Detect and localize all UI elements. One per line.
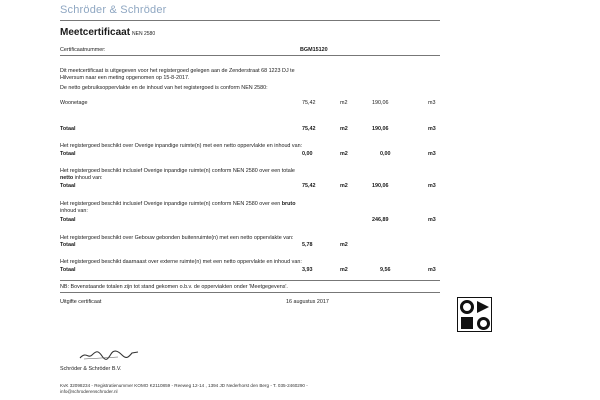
total-label: Totaal bbox=[60, 126, 76, 132]
row-area-unit: m2 bbox=[340, 100, 348, 106]
total-volume-unit: m3 bbox=[428, 217, 436, 223]
total-label: Totaal bbox=[60, 183, 76, 189]
section-description: Het registergoed beschikt over Gebouw gebonden buitenruimte(n) met een netto oppervlakte van: bbox=[60, 235, 294, 241]
total-volume-unit: m3 bbox=[428, 126, 436, 132]
title-text: Meetcertificaat bbox=[60, 27, 131, 38]
cert-number-label: Certificaatnummer: bbox=[60, 47, 106, 53]
description-text: Het registergoed beschikt inclusief Overige inpandige ruimte(n) conform NEN 2580 over een bbox=[60, 201, 282, 207]
total-label: Totaal bbox=[60, 242, 76, 248]
total-area: 0,00 bbox=[302, 151, 313, 157]
total-label: Totaal bbox=[60, 151, 76, 157]
footer-line: KvK 32098234 - Registratienummer KOMO K2110859 - Reeweg 12-14 , 1394 JD Nederhorst den Berg - T. 035-2460290 - bbox=[60, 383, 308, 388]
row-volume-unit: m3 bbox=[428, 100, 436, 106]
logo-ring bbox=[477, 317, 490, 330]
section-description bbox=[60, 175, 103, 182]
total-volume: 190,06 bbox=[372, 126, 389, 132]
total-volume: 9,56 bbox=[380, 267, 391, 273]
intro-line: De netto gebruiksoppervlakte en de inhoud van het registergoed is conform NEN 2580: bbox=[60, 85, 268, 91]
logo-square bbox=[461, 317, 473, 329]
divider bbox=[60, 280, 440, 281]
title-norm: NEN 2580 bbox=[132, 31, 156, 37]
intro-line: Hilversum naar een meting opgenomen op 15-8-2017. bbox=[60, 75, 190, 81]
note: NB: Bovenstaande totalen zijn tot stand gekomen o.b.v. de opperviakten onder 'Meetgegevens'. bbox=[60, 284, 288, 290]
footer-line: info@schroderenschroder.nl bbox=[60, 389, 118, 394]
logo-triangle bbox=[477, 301, 489, 313]
page-title bbox=[60, 27, 155, 38]
emphasis: bruto bbox=[281, 201, 296, 207]
description-rest: inhoud van: bbox=[73, 175, 103, 181]
signer-name: Schröder & Schröder B.V. bbox=[60, 366, 122, 372]
intro-line: Dit meetcertificaat is uitgegeven voor het registergoed gelegen aan de Zenderstraat 68 1223 DJ te bbox=[60, 68, 295, 74]
section-description: inhoud van: bbox=[60, 208, 88, 214]
divider bbox=[60, 292, 440, 293]
total-area-unit: m2 bbox=[340, 126, 348, 132]
logo-ring bbox=[460, 300, 474, 314]
total-volume: 246,89 bbox=[372, 217, 389, 223]
row-volume: 190,06 bbox=[372, 100, 389, 106]
total-area: 3,93 bbox=[302, 267, 313, 273]
total-area-unit: m2 bbox=[340, 242, 348, 248]
total-area-unit: m2 bbox=[340, 183, 348, 189]
total-label: Totaal bbox=[60, 217, 76, 223]
total-label: Totaal bbox=[60, 267, 76, 273]
header-divider bbox=[60, 20, 440, 21]
issued-date: 16 augustus 2017 bbox=[286, 299, 329, 305]
signature-icon bbox=[78, 347, 140, 361]
total-area: 75,42 bbox=[302, 126, 316, 132]
divider bbox=[60, 55, 440, 56]
section-description: Het registergoed beschikt over Overige inpandige ruimte(n) met een netto oppervlakte en inhoud van: bbox=[60, 143, 303, 149]
total-area-unit: m2 bbox=[340, 151, 348, 157]
total-volume: 190,06 bbox=[372, 183, 389, 189]
komo-logo-icon bbox=[457, 297, 492, 332]
total-area-unit: m2 bbox=[340, 267, 348, 273]
company-logo-text: Schröder & Schröder bbox=[60, 4, 167, 16]
total-volume-unit: m3 bbox=[428, 151, 436, 157]
emphasis: netto bbox=[60, 175, 74, 181]
row-label: Woonetage bbox=[60, 100, 88, 106]
total-area: 75,42 bbox=[302, 183, 316, 189]
section-description: Het registergoed beschikt daarnaast over externe ruimte(n) met een netto oppervlakte en inhoud van: bbox=[60, 259, 302, 265]
total-volume: 0,00 bbox=[380, 151, 391, 157]
section-description: Het registergoed beschikt inclusief Overige inpandige ruimte(n) conform NEN 2580 over een totale bbox=[60, 168, 295, 174]
cert-number: BGM15120 bbox=[300, 47, 328, 53]
section-description bbox=[60, 201, 296, 208]
issued-label: Uitgifte certificaat bbox=[60, 299, 102, 305]
total-volume-unit: m3 bbox=[428, 183, 436, 189]
row-area: 75,42 bbox=[302, 100, 316, 106]
total-volume-unit: m3 bbox=[428, 267, 436, 273]
total-area: 5,78 bbox=[302, 242, 313, 248]
footer bbox=[60, 383, 308, 395]
